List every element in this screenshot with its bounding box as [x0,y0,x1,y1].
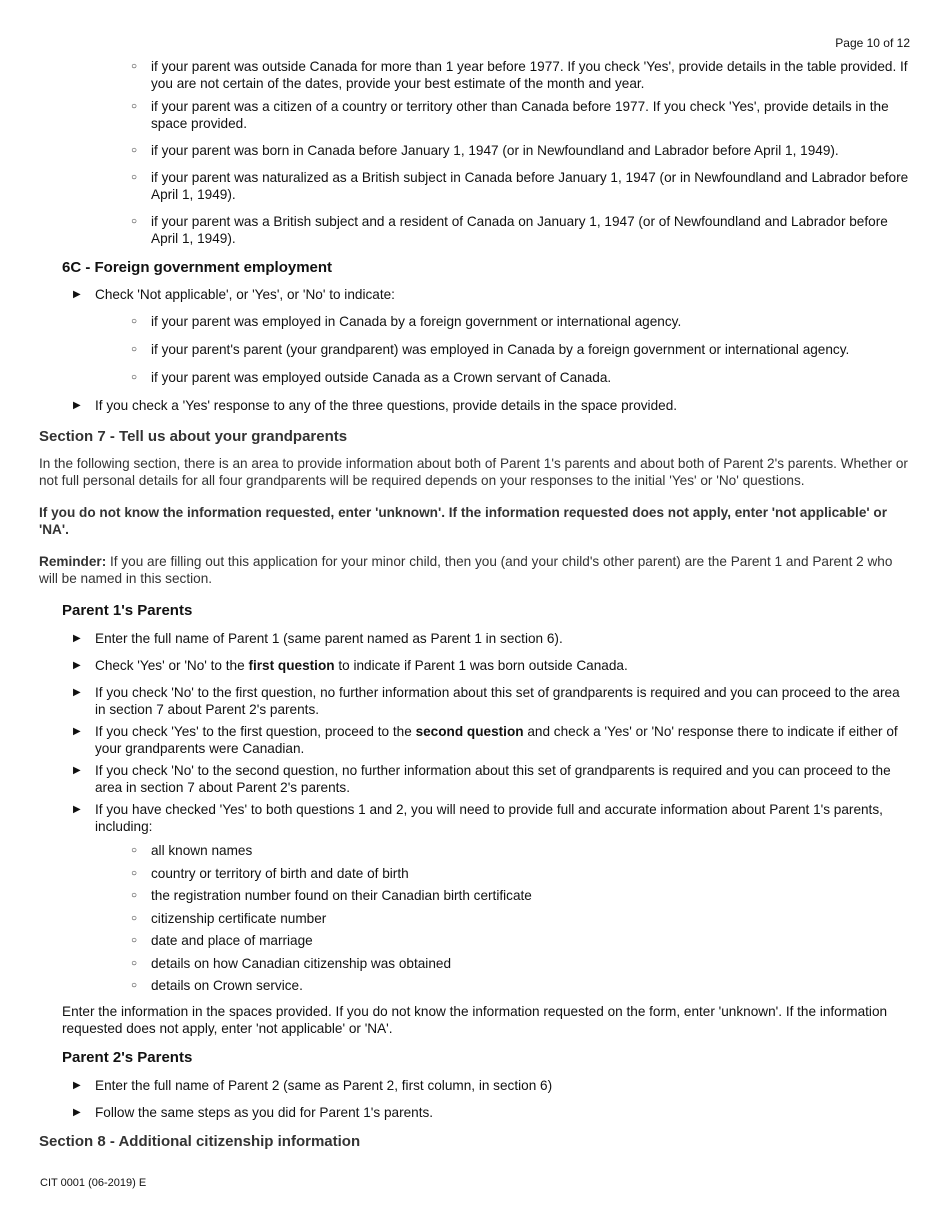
section-6c-details: ▶ If you check a 'Yes' response to any of the three questions, provide details in the space provided. [0,397,950,414]
list-item: ○ all known names [0,842,950,859]
p1-step-2 [0,657,950,674]
p2-step-2: ▶ Follow the same steps as you did for Parent 1's parents. [0,1104,950,1121]
p1-step-3: ▶ If you check 'No' to the first question, no further information about this set of grandparents is required and you can proceed to the area in section 7 about Parent 2's parents. [0,684,950,718]
p1-step-5: ▶ If you check 'No' to the second question, no further information about this set of grandparents is required and you can proceed to the area in section 7 about Parent 2's parents. [0,762,950,796]
list-item: ○ if your parent was employed in Canada by a foreign government or international agency. [0,313,950,330]
form-code-footer: CIT 0001 (06-2019) E [40,1177,147,1189]
list-item: ○ if your parent's parent (your grandparent) was employed in Canada by a foreign government or international agency. [0,341,950,358]
list-item: ○ citizenship certificate number [0,910,950,927]
required-info-list [0,842,950,994]
section-6c-heading: 6C - Foreign government employment [62,259,333,276]
section-7-intro: In the following section, there is an area to provide information about both of Parent 1's parents and about both of Parent 2's parents. Whether or not full personal details for all four grandparents will be required depends on your responses to the initial 'Yes' or 'No' questions. [39,456,908,488]
list-item: ○ if your parent was employed outside Canada as a Crown servant of Canada. [0,369,950,386]
list-item: ○ if your parent was naturalized as a British subject in Canada before January 1, 1947 (or in Newfoundland and Labrador before April 1, 1949). [0,169,950,203]
section-7-heading: Section 7 - Tell us about your grandparents [39,428,348,445]
reminder-label: Reminder: [39,554,107,569]
list-item: ○ if your parent was outside Canada for more than 1 year before 1977. If you check 'Yes', provide details in the table provided. If you are not certain of the dates, provide your best estimate of the month and year. [0,58,950,92]
p1-step-1: ▶ Enter the full name of Parent 1 (same parent named as Parent 1 in section 6). [0,630,950,647]
p1-step-4-post: and check a 'Yes' or 'No' response there to indicate if either of your grandparents were Canadian. [95,724,898,756]
section-8-heading: Section 8 - Additional citizenship information [39,1133,361,1150]
unknown-note: If you do not know the information requested, enter 'unknown'. If the information requested does not apply, enter 'not applicable' or 'NA'. [39,505,887,537]
list-item: ○ the registration number found on their Canadian birth certificate [0,887,950,904]
section-6c-check: ▶ Check 'Not applicable', or 'Yes', or 'No' to indicate: [0,286,950,303]
p1-step-2-post: to indicate if Parent 1 was born outside Canada. [334,658,628,673]
list-item: ○ date and place of marriage [0,932,950,949]
list-item: ○ if your parent was born in Canada before January 1, 1947 (or in Newfoundland and Labrador before April 1, 1949). [0,142,950,159]
first-question-label: first question [248,658,335,673]
list-item: ○ country or territory of birth and date of birth [0,865,950,882]
page-number: Page 10 of 12 [835,36,910,50]
p2-step-1: ▶ Enter the full name of Parent 2 (same as Parent 2, first column, in section 6) [0,1077,950,1094]
parent-2-parents-heading: Parent 2's Parents [62,1049,193,1066]
reminder-text: If you are filling out this application for your minor child, then you (and your child's other parent) are the Parent 1 and Parent 2 who will be named in this section. [39,554,893,586]
p1-step-4-pre: If you check 'Yes' to the first question, proceed to the [95,724,416,739]
list-item: ○ if your parent was a citizen of a country or territory other than Canada before 1977. If you check 'Yes', provide details in the space provided. [0,98,950,132]
list-item: ○ details on how Canadian citizenship was obtained [0,955,950,972]
parent-1-parents-heading: Parent 1's Parents [62,602,193,619]
p1-step-2-pre: Check 'Yes' or 'No' to the [95,658,249,673]
enter-info-paragraph: Enter the information in the spaces provided. If you do not know the information requested on the form, enter 'unknown'. If the information requested does not apply, enter 'not applicable' or 'NA'. [62,1004,888,1036]
list-item: ○ details on Crown service. [0,977,950,994]
second-question-label: second question [415,724,524,739]
p1-step-6: ▶ If you have checked 'Yes' to both questions 1 and 2, you will need to provide full and accurate information about Parent 1's parents, including: [0,801,950,835]
page-content [0,58,950,1160]
list-item: ○ if your parent was a British subject and a resident of Canada on January 1, 1947 (or of Newfoundland and Labrador before April 1, 1949). [0,213,950,247]
p1-step-4 [0,723,950,757]
reminder-paragraph [39,553,914,587]
